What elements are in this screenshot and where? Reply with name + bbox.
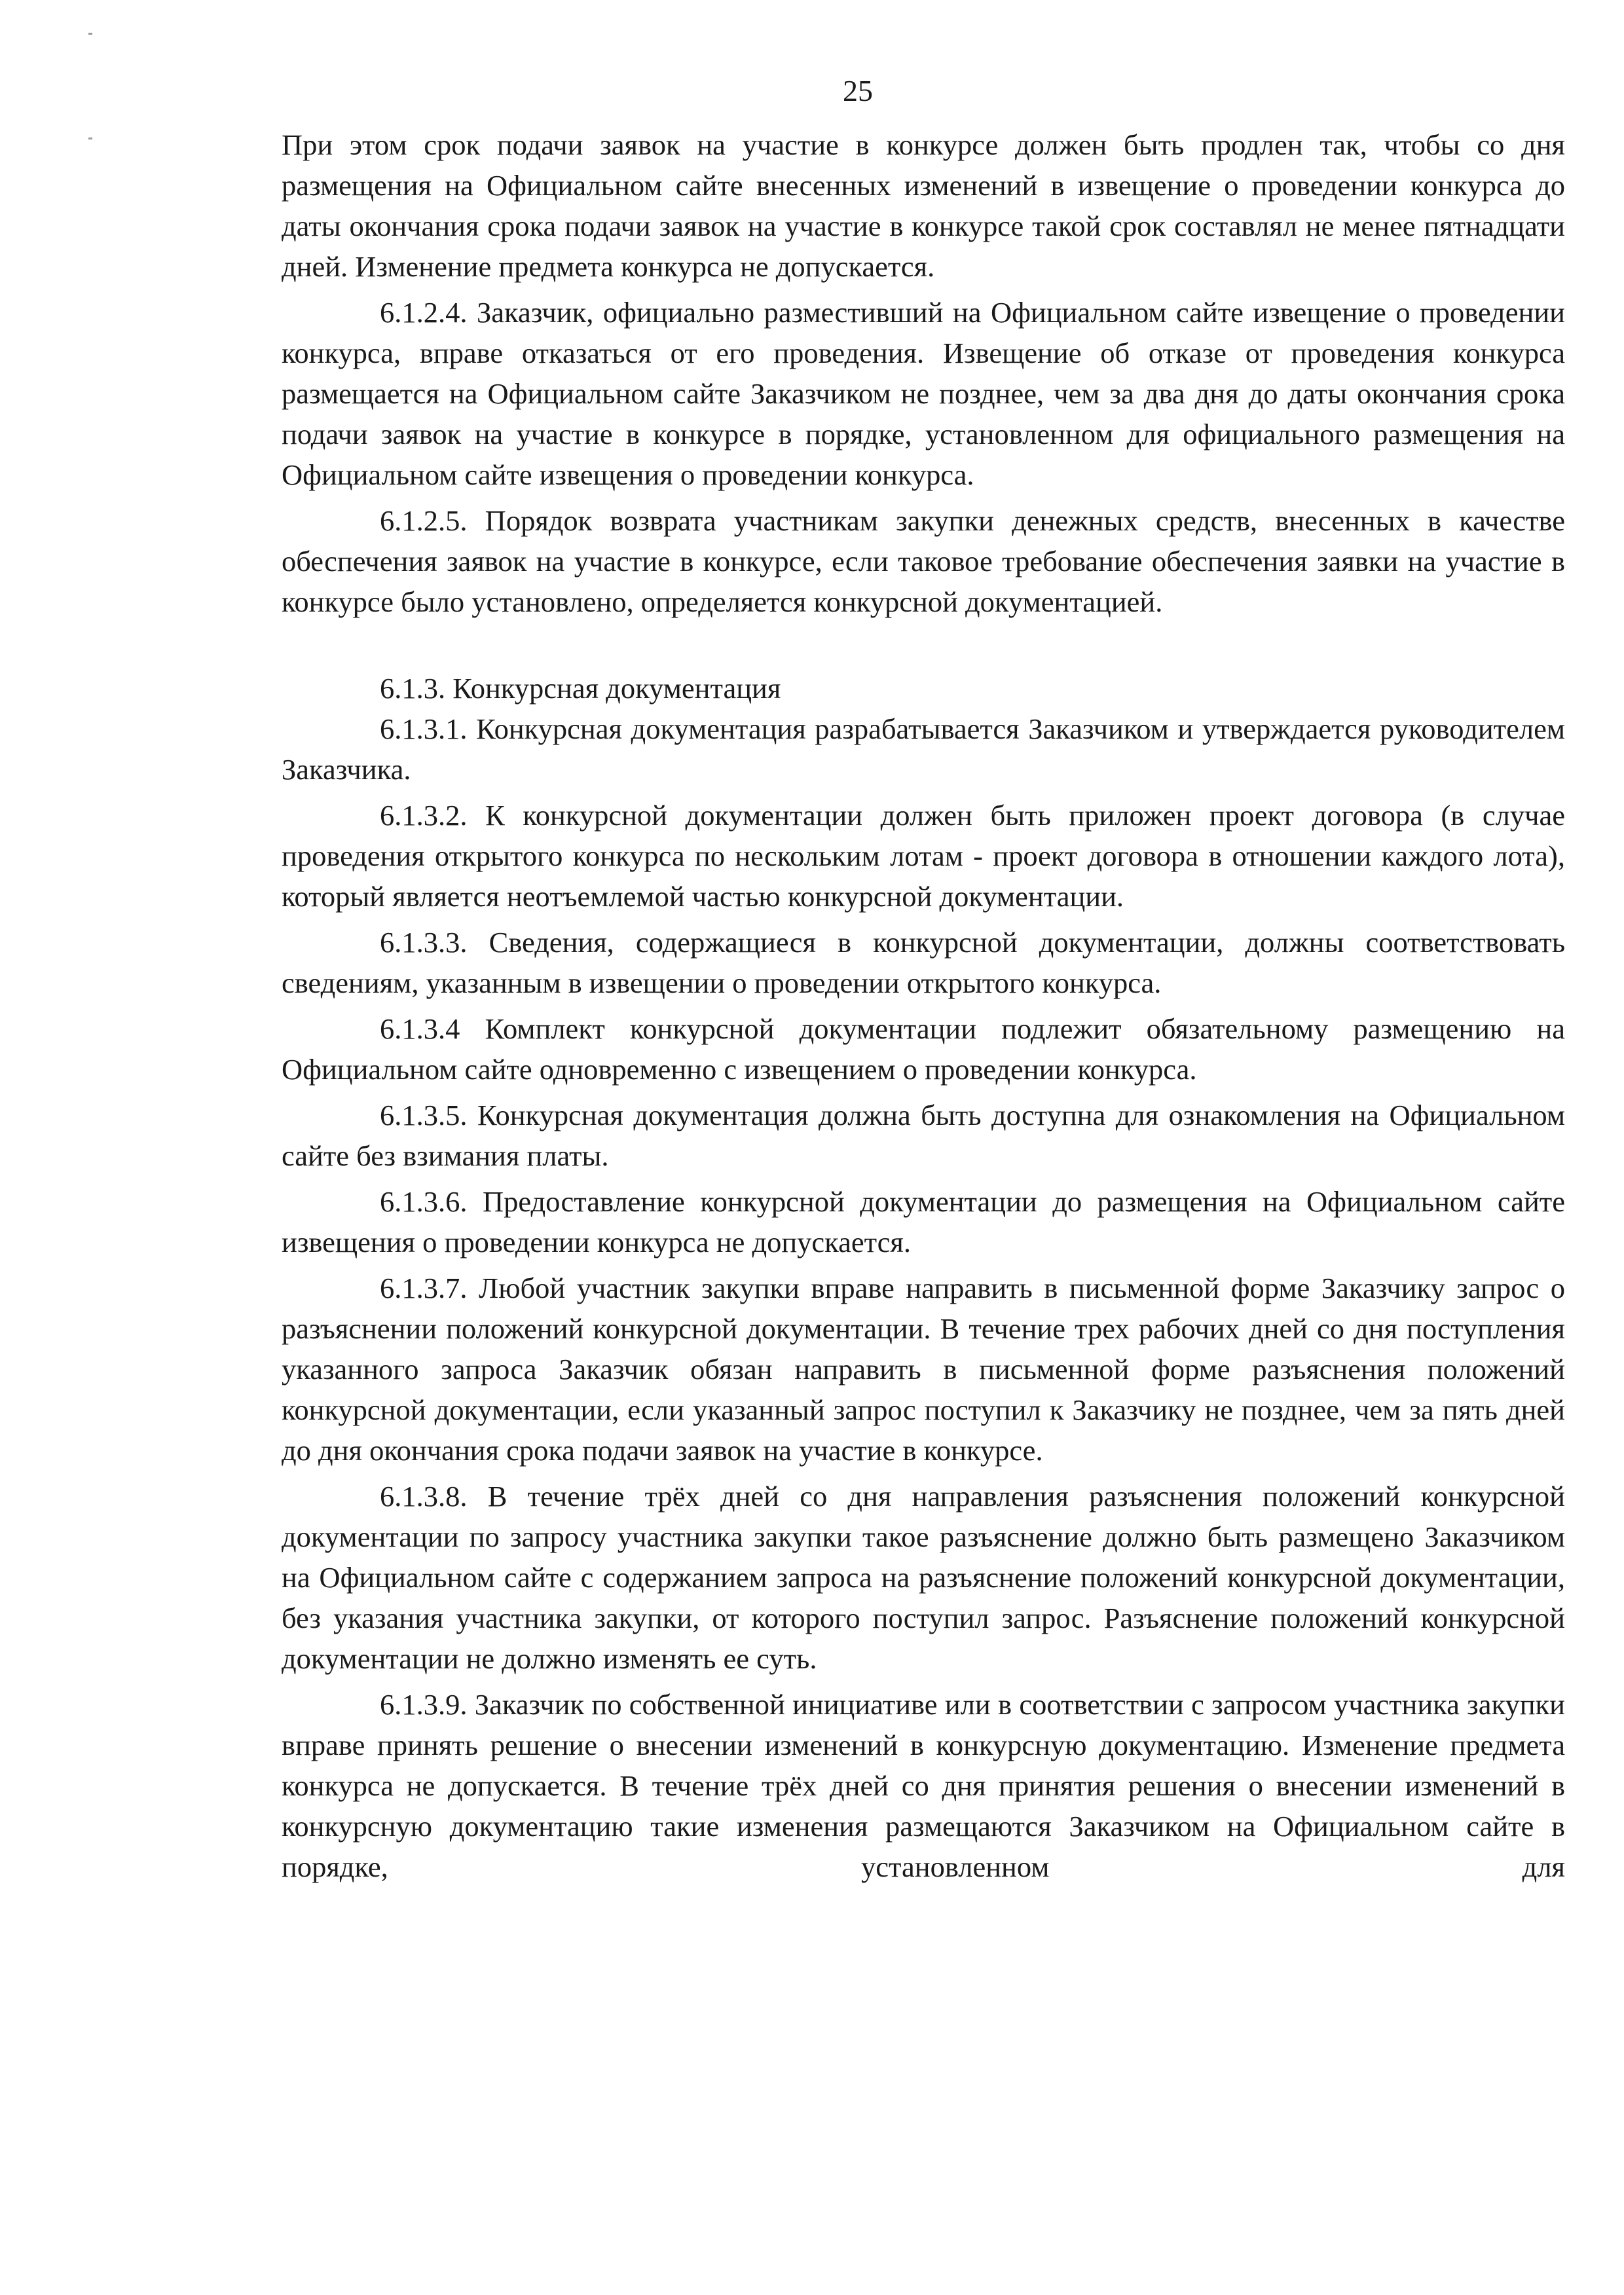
paragraph-6-1-3-8: 6.1.3.8. В течение трёх дней со дня направления разъяснения положений конкурсной документации по запросу участника закупки такое разъяснение должно быть размещено Заказчиком на Официальном сайте с содержанием запроса на разъяснение положений конкурсной документации, без указания участника закупки, от которого поступил запрос. Разъяснение положений конкурсной документации не должно изменять ее суть. [282,1480,1565,1675]
paragraph-6-1-3-9: 6.1.3.9. Заказчик по собственной инициативе или в соответствии с запросом участника закупки вправе принять решение о внесении изменений в конкурсную документацию. Изменение предмета конкурса не допускается. В течение трёх дней со дня принятия решения о внесении изменений в конкурсную документацию такие изменения размещаются Заказчиком на Официальном сайте в порядке, установленном для [282,1688,1565,1883]
paragraph-6-1-3-2: 6.1.3.2. К конкурсной документации должен быть приложен проект договора (в случае проведения открытого конкурса по нескольким лотам - проект договора в отношении каждого лота), который является неотъемлемой частью конкурсной документации. [282,799,1565,913]
paragraph-6-1-3-6: 6.1.3.6. Предоставление конкурсной документации до размещения на Официальном сайте извещения о проведении конкурса не допускается. [282,1185,1565,1258]
paragraph-6-1-3-4: 6.1.3.4 Комплект конкурсной документации подлежит обязательному размещению на Официальном сайте одновременно с извещением о проведении конкурса. [282,1012,1565,1086]
paragraph-6-1-3-1: 6.1.3.1. Конкурсная документация разрабатывается Заказчиком и утверждается руководителем Заказчика. [282,712,1565,786]
paragraph-6-1-3-3: 6.1.3.3. Сведения, содержащиеся в конкурсной документации, должны соответствовать сведениям, указанным в извещении о проведении открытого конкурса. [282,926,1565,999]
scan-artifact-mark [88,33,92,35]
page-number: 25 [843,74,873,107]
paragraph-6-1-3-5: 6.1.3.5. Конкурсная документация должна быть доступна для ознакомления на Официальном сайте без взимания платы. [282,1099,1565,1172]
document-body [282,124,1565,1887]
scan-artifact-mark [88,138,92,139]
section-heading-6-1-3: 6.1.3. Конкурсная документация [380,672,781,705]
paragraph-6-1-3-7: 6.1.3.7. Любой участник закупки вправе направить в письменной форме Заказчику запрос о разъяснении положений конкурсной документации. В течение трех рабочих дней со дня поступления указанного запроса Заказчик обязан направить в письменной форме разъяснения положений конкурсной документации, если указанный запрос поступил к Заказчику не позднее, чем за пять дней до дня окончания срока подачи заявок на участие в конкурсе. [282,1272,1565,1467]
paragraph-continuation: При этом срок подачи заявок на участие в конкурсе должен быть продлен так, чтобы со дня размещения на Официальном сайте внесенных изменений в извещение о проведении конкурса до даты окончания срока подачи заявок на участие в конкурсе такой срок составлял не менее пятнадцати дней. Изменение предмета конкурса не допускается. [282,128,1565,283]
paragraph-6-1-2-4: 6.1.2.4. Заказчик, официально разместивший на Официальном сайте извещение о проведении конкурса, вправе отказаться от его проведения. Извещение об отказе от проведения конкурса размещается на Официальном сайте Заказчиком не позднее, чем за два дня до даты окончания срока подачи заявок на участие в конкурсе в порядке, установленном для официального размещения на Официальном сайте извещения о проведении конкурса. [282,296,1565,491]
paragraph-6-1-2-5: 6.1.2.5. Порядок возврата участникам закупки денежных средств, внесенных в качестве обеспечения заявок на участие в конкурсе, если таковое требование обеспечения заявки на участие в конкурсе было установлено, определяется конкурсной документацией. [282,504,1565,618]
